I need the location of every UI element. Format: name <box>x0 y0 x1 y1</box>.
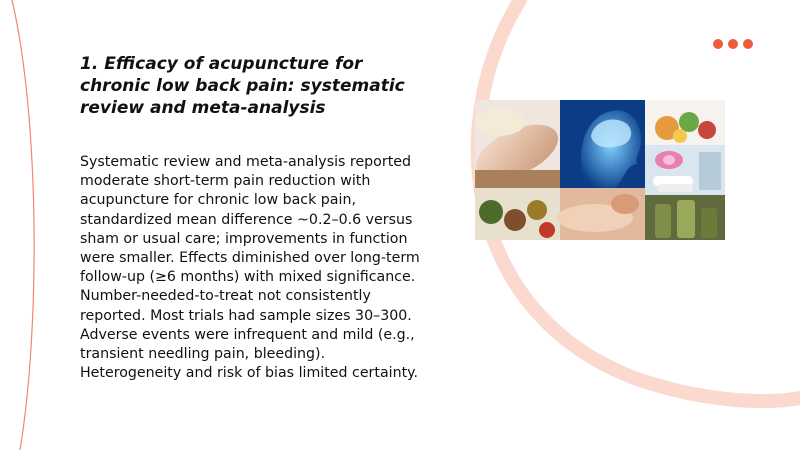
dot <box>728 39 738 49</box>
herbs-oils-photo <box>475 188 560 240</box>
spa-towels-photo <box>645 145 725 195</box>
massage-photo <box>557 188 645 240</box>
dot <box>713 39 723 49</box>
brain-head-photo <box>560 100 645 188</box>
bottles-photo <box>645 195 725 240</box>
face-photo <box>475 100 566 191</box>
slide-title: 1. Efficacy of acupuncture for chronic low back pain: systematic review and meta-analysis <box>80 54 405 118</box>
dot <box>743 39 753 49</box>
fruit-bowl-photo <box>645 100 725 145</box>
dots-menu-icon <box>713 39 753 49</box>
wellness-photo-collage <box>475 100 725 240</box>
slide-body-text: Systematic review and meta-analysis reported moderate short-term pain reduction with acupuncture for chronic low back pain, standardized mean difference ~0.2–0.6 versus sham or usual care; improvements in function were smaller. Effects diminished over long-term follow-up (≥6 months) with mixed significance. Number-needed-to-treat not consistently reported. Most trials had sample sizes 30–300. Adverse events were infrequent and mild (e.g., transient needling pain, bleeding). Heterogeneity and risk of bias limited certainty. <box>80 154 420 382</box>
